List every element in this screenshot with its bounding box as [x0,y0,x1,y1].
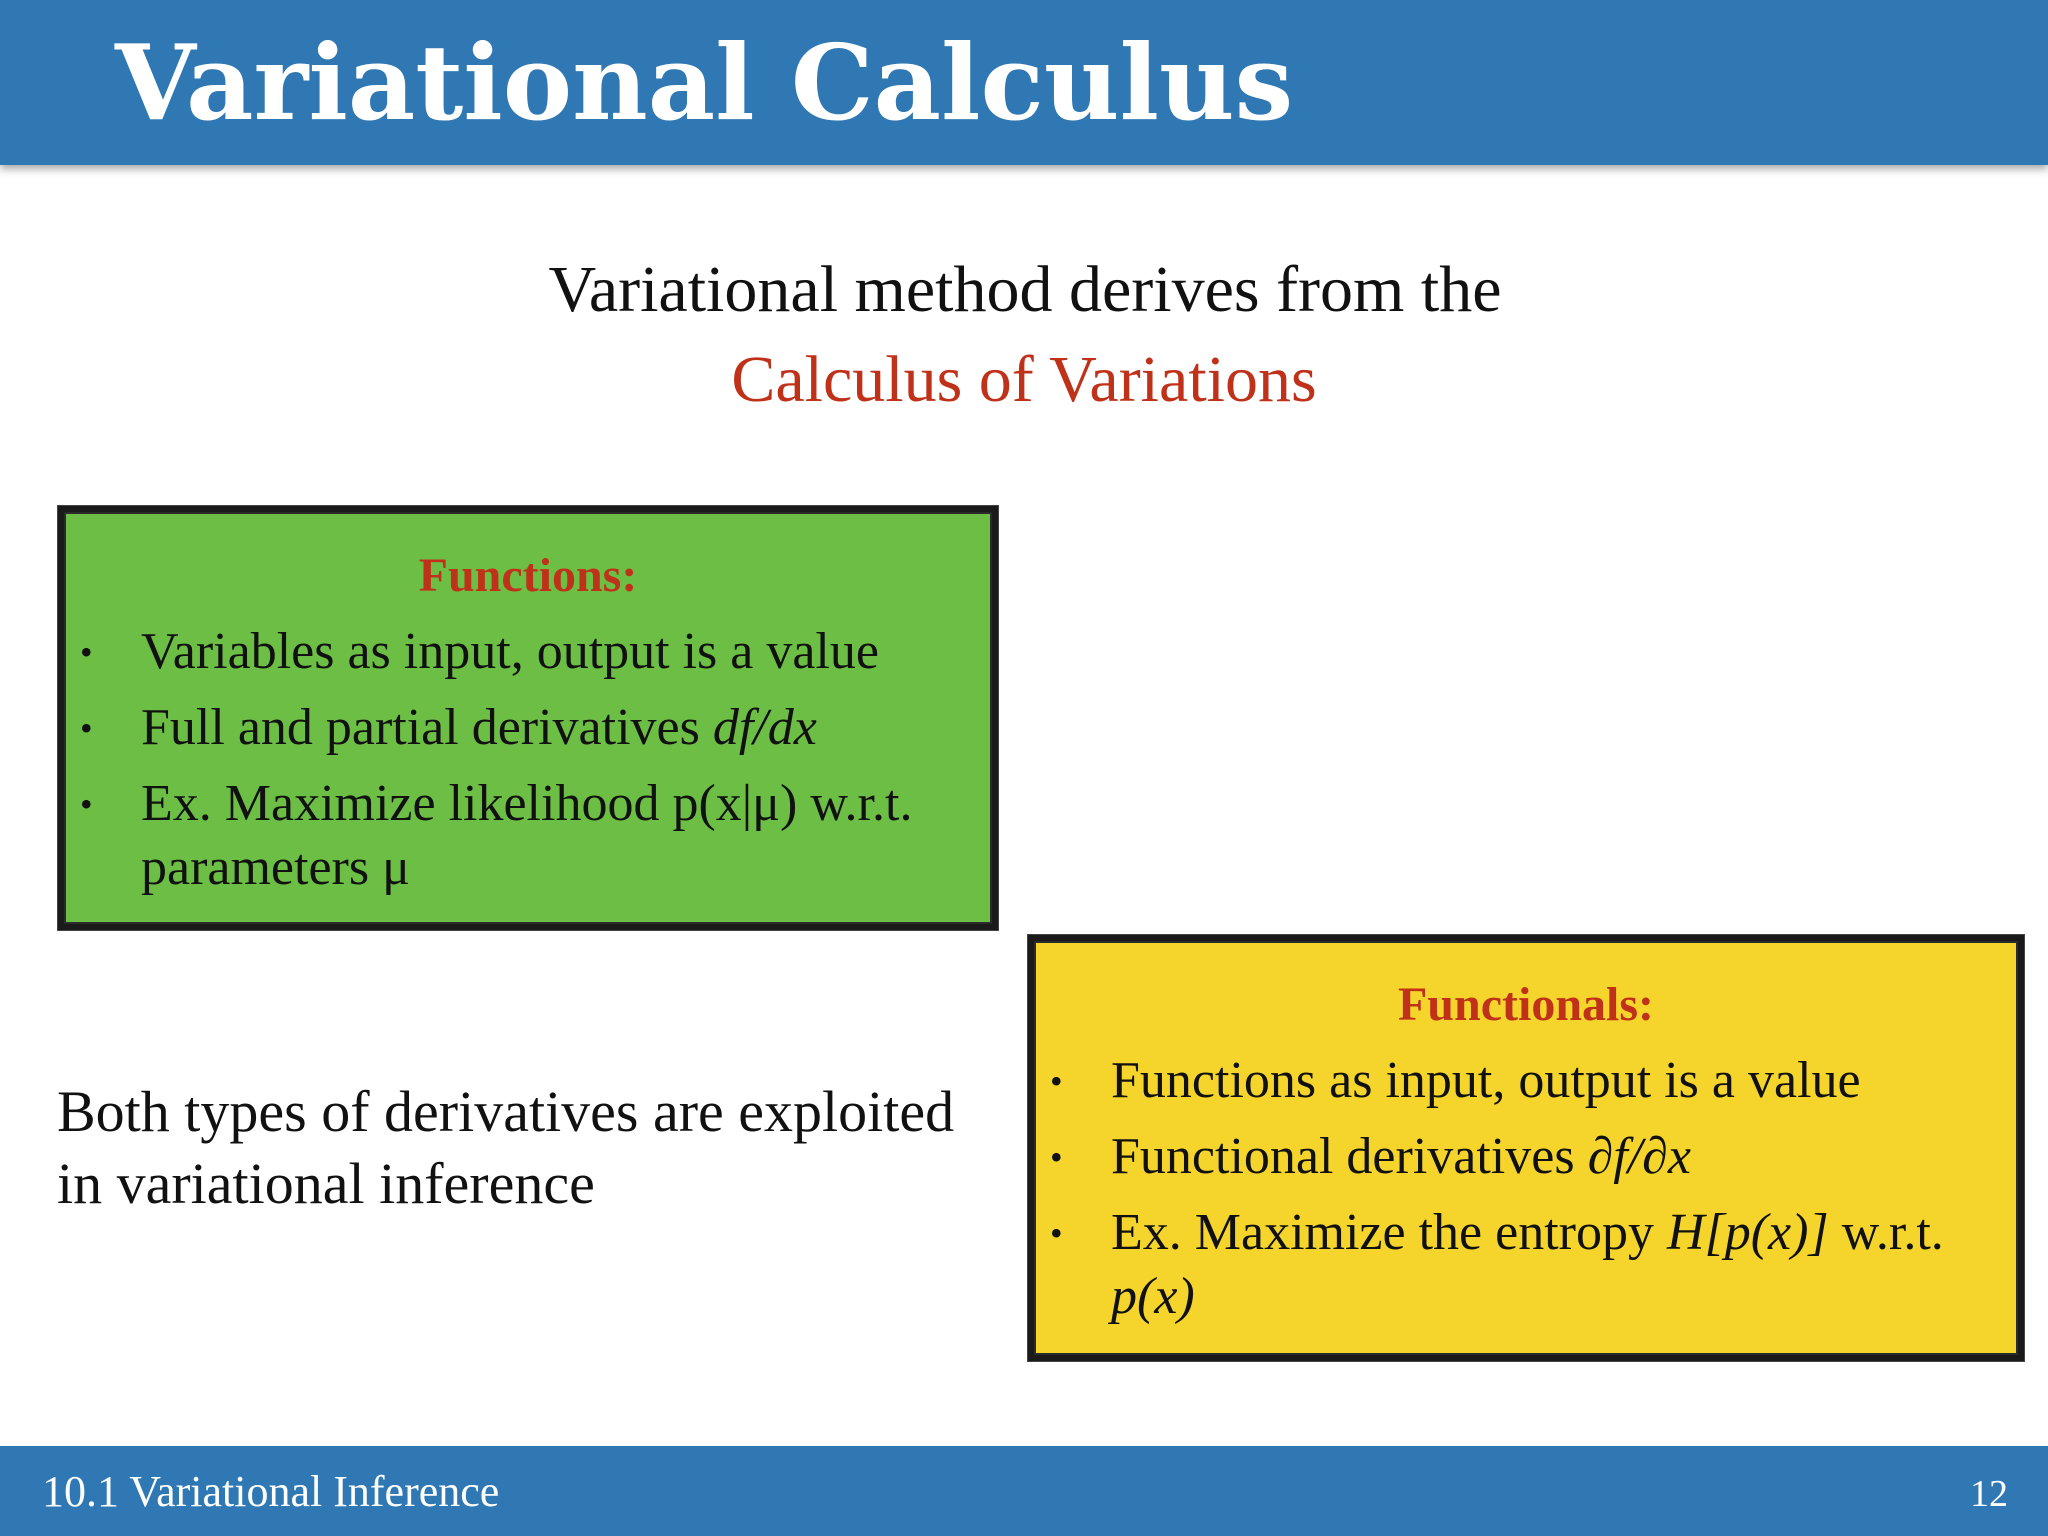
functionals-heading: Functionals: [1397,978,1655,1031]
footer-page-number: 12 [1970,1473,2008,1515]
bullet-dot-icon: • [1050,1137,1063,1177]
bullet-dot-icon: • [80,632,93,672]
functionals-item-3-math: H[p(x)] [1666,1204,1829,1261]
list-item [1034,1125,2018,1189]
list-item [64,620,992,684]
list-item [64,696,992,760]
list-item [1034,1049,2018,1113]
footer-section-title: 10.1 Variational Inference [42,1467,500,1516]
intro-line-1: Variational method derives from the [548,253,1502,326]
header-bar [0,0,2048,165]
functionals-box [1028,935,2024,1361]
functionals-item-3-text: Ex. Maximize the entropy [1111,1204,1667,1261]
functions-heading: Functions: [418,549,638,602]
list-item [1034,1201,2018,1329]
functionals-item-3-suffix: w.r.t. [1828,1204,1944,1261]
functionals-item-2-math: ∂f/∂x [1587,1128,1691,1185]
bullet-dot-icon: • [80,784,93,824]
functionals-list [1034,1049,2018,1341]
functions-list [64,620,992,912]
intro-line-2-highlight: Calculus of Variations [731,343,1317,416]
list-item [64,772,992,900]
side-note: Both types of derivatives are exploited in variational inference [57,1079,955,1216]
functions-item-1-text: Variables as input, output is a value [141,623,879,680]
bullet-dot-icon: • [1050,1061,1063,1101]
functionals-item-2-text: Functional derivatives [1111,1128,1588,1185]
functions-item-3-text: Ex. Maximize likelihood p(x|μ) w.r.t. parameters μ [141,775,913,896]
functionals-item-1-text: Functions as input, output is a value [1111,1052,1861,1109]
functions-item-2-math: df/dx [712,699,817,756]
functionals-item-3-math-2: p(x) [1111,1268,1195,1325]
footer-bar [0,1446,2048,1536]
bullet-dot-icon: • [1050,1213,1063,1253]
functions-box [58,506,998,930]
bullet-dot-icon: • [80,708,93,748]
functions-item-2-text: Full and partial derivatives [141,699,713,756]
slide-title: Variational Calculus [115,21,1294,144]
